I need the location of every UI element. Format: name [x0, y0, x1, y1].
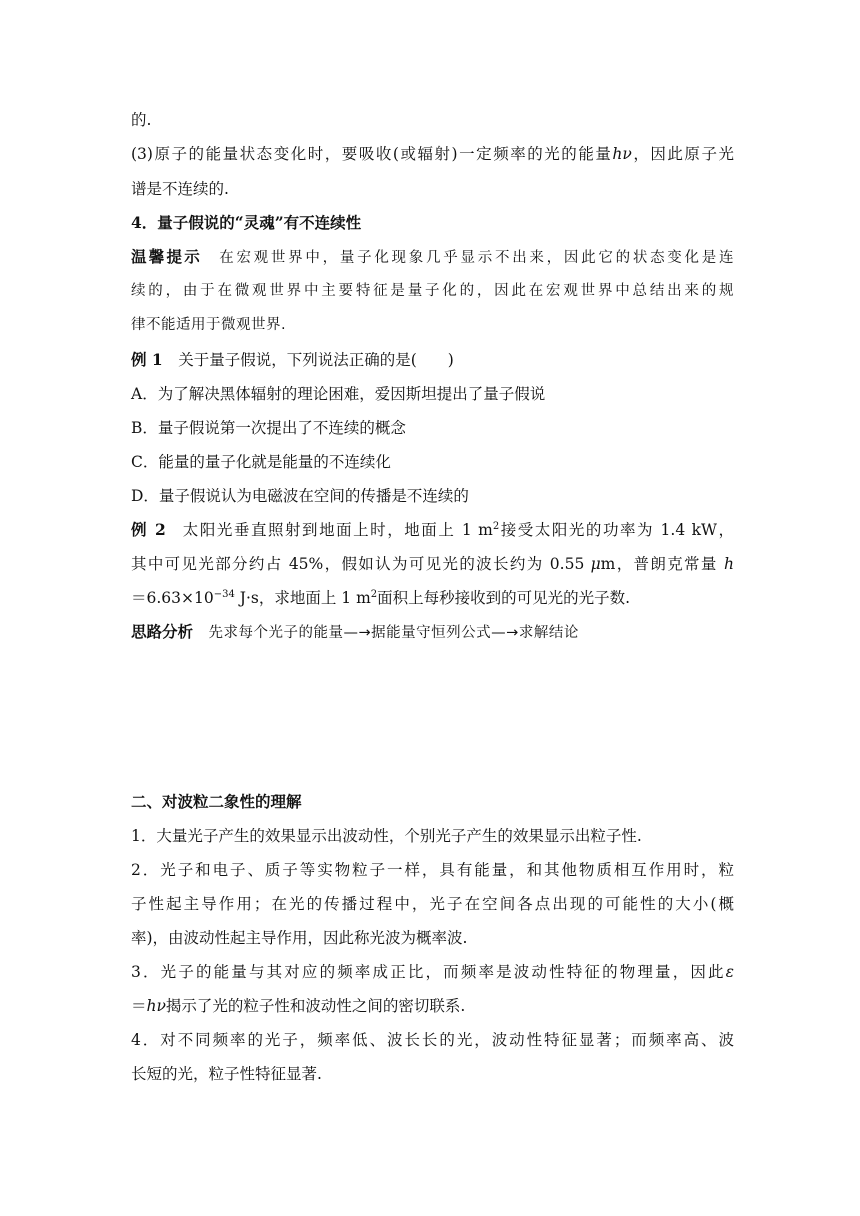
example-1-question: 例 1 关于量子假说，下列说法正确的是( )	[131, 350, 454, 369]
section-2-p3-line-1: 3．光子的能量与其对应的频率成正比，而频率是波动性特征的物理量，因此ε	[131, 963, 734, 981]
analysis-label: 思路分析	[131, 622, 194, 641]
example-2-line-1: 例 2 太阳光垂直照射到地面上时，地面上 1 $m^2$接受太阳光的功率为 1.4 kW，	[131, 520, 734, 539]
example-1-option-d: D．量子假说认为电磁波在空间的传播是不连续的	[131, 487, 469, 505]
example-1-option-b: B．量子假说第一次提出了不连续的概念	[131, 419, 406, 437]
example-1-option-c: C．能量的量子化就是能量的不连续化	[131, 453, 391, 471]
tip-line-1: 温馨提示 在宏观世界中，量子化现象几乎显示不出来，因此它的状态变化是连	[131, 247, 735, 266]
item-3-line-2: 谱是不连续的.	[131, 180, 229, 198]
section-2-p2-line-2: 子性起主导作用；在光的传播过程中，光子在空间各点出现的可能性的大小(概	[131, 895, 734, 913]
tip-line-3: 律不能适用于微观世界.	[131, 317, 287, 333]
item-3-line-1: (3)原子的能量状态变化时，要吸收(或辐射)一定频率的光的能量hν，因此原子光	[131, 145, 734, 163]
section-2-p3-line-2: ＝hν揭示了光的粒子性和波动性之间的密切联系.	[131, 997, 466, 1015]
section-2-heading: 二、对波粒二象性的理解	[131, 792, 302, 811]
top-fragment: 的.	[131, 111, 152, 129]
section-2-p2-line-1: 2．光子和电子、质子等实物粒子一样，具有能量，和其他物质相互作用时，粒	[131, 861, 734, 879]
section-2-p4-line-1: 4．对不同频率的光子，频率低、波长长的光，波动性特征显著；而频率高、波	[131, 1031, 734, 1049]
item-4-heading: 4．量子假说的“灵魂”有不连续性	[131, 213, 362, 232]
analysis-line: 思路分析 先求每个光子的能量—→据能量守恒列公式—→求解结论	[131, 622, 579, 641]
example-1-label: 例 1	[131, 350, 163, 369]
section-2-p4-line-2: 长短的光，粒子性特征显著.	[131, 1065, 322, 1083]
example-2-label: 例 2	[131, 520, 166, 539]
tip-line-2: 续的，由于在微观世界中主要特征是量子化的，因此在宏观世界中总结出来的规	[131, 283, 734, 299]
example-2-line-2: 其中可见光部分约占 45%，假如认为可见光的波长约为 0.55 μm，普朗克常量 h	[131, 555, 734, 573]
section-2-p1: 1．大量光子产生的效果显示出波动性，个别光子产生的效果显示出粒子性.	[131, 827, 642, 845]
example-2-line-3: $=6.63\times 10^{-34}$ J·s，求地面上 1 $m^2$面积上每秒接收到的可见光的光子数.	[131, 589, 631, 607]
section-2-p2-line-3: 率)，由波动性起主导作用，因此称光波为概率波.	[131, 929, 468, 947]
example-1-option-a: A．为了解决黑体辐射的理论困难，爱因斯坦提出了量子假说	[131, 385, 546, 403]
tip-label: 温馨提示	[131, 247, 202, 266]
